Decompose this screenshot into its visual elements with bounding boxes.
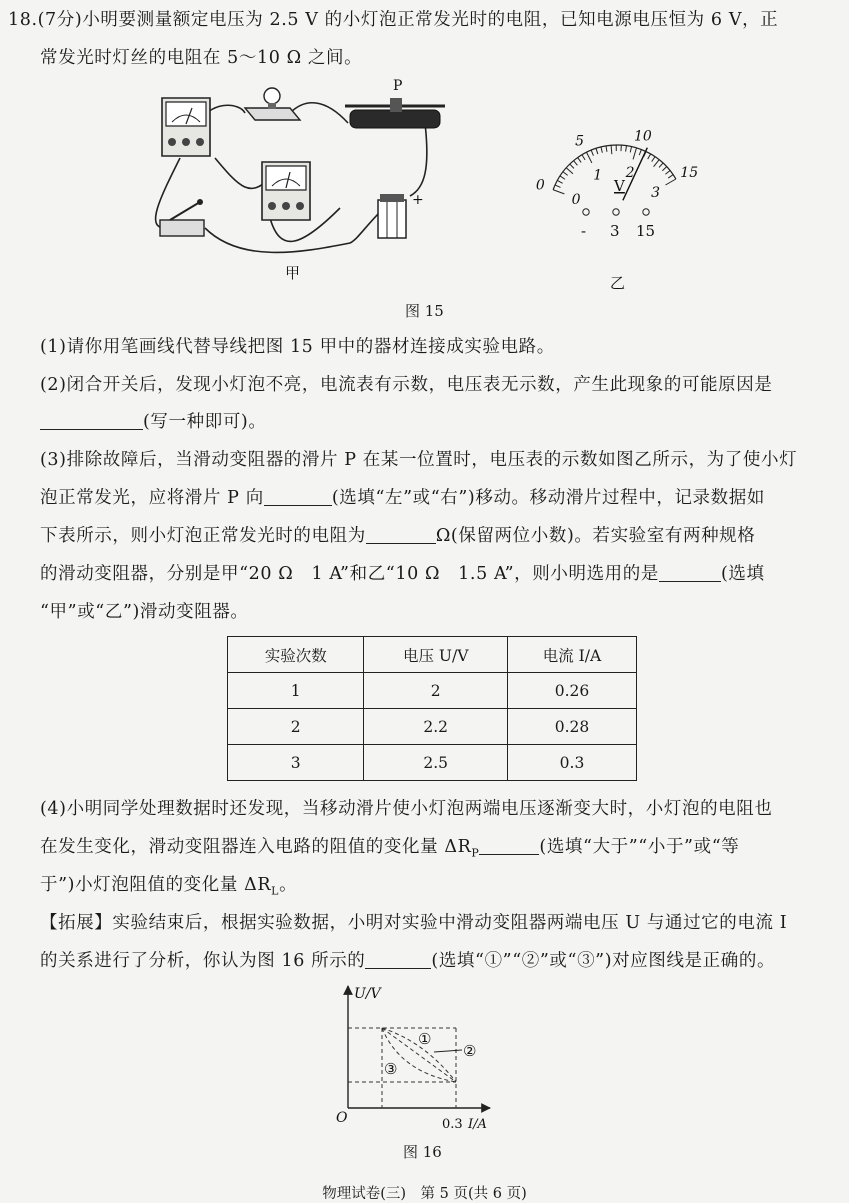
answer-blank-direction[interactable] — [264, 488, 332, 507]
dial-unit: V — [613, 177, 626, 195]
answer-blank-part2[interactable] — [40, 412, 143, 431]
figure-16 — [330, 982, 510, 1134]
dial-tick — [570, 164, 574, 168]
dial-tick — [553, 190, 564, 194]
part2-line-2: (写一种即可)。 — [40, 408, 266, 433]
part4-line-2: 在发生变化，滑动变阻器连入电路的阻值的变化量 $\Delta R_P$ (选填“大于”“小于”或“等 — [40, 833, 739, 860]
table-cell: 0.28 — [507, 709, 636, 745]
dial-tick — [659, 163, 663, 167]
part3-line-3: 下表所示，则小灯泡正常发光时的电阻为 Ω(保留两位小数)。若实验室有两种规格 — [40, 522, 755, 547]
table-cell: 3 — [228, 745, 364, 781]
question-line-2: 常发光时灯丝的电阻在 5～10 Ω 之间。 — [40, 44, 362, 69]
extension-line-1: 【拓展】实验结束后，根据实验数据，小明对实验中滑动变阻器两端电压 U 与通过它的电流 I — [40, 909, 787, 934]
dial-top-tick-label: 0 — [536, 178, 545, 194]
dial-bottom-tick-label: 0 — [572, 192, 581, 208]
table-row — [228, 673, 637, 709]
part4-line-1: (4)小明同学处理数据时还发现，当移动滑片使小灯泡两端电压逐渐变大时，小灯泡的电阻也 — [40, 795, 773, 820]
table-header: 实验次数 — [228, 637, 364, 673]
part4-line-3: 于”)小灯泡阻值的变化量 $\Delta R_L$。 — [40, 871, 297, 898]
answer-blank-graph[interactable] — [365, 951, 431, 970]
table-row — [228, 709, 637, 745]
dial-tick — [578, 158, 581, 163]
terminal-minus: - — [581, 222, 586, 240]
dial-top-tick-label: 5 — [575, 134, 584, 150]
dial-tick — [563, 172, 568, 176]
lamp-bulb — [245, 88, 300, 120]
table-cell: 2.2 — [364, 709, 508, 745]
figure-15-caption: 图 15 — [405, 300, 444, 321]
voltmeter-device — [262, 162, 310, 220]
terminal-3: 3 — [610, 222, 620, 240]
answer-blank-delta[interactable] — [479, 837, 539, 856]
dial-tick — [591, 150, 593, 156]
dial-tick — [652, 157, 655, 162]
figure-15 — [140, 78, 740, 293]
table-header-row — [228, 637, 637, 673]
table-cell: 0.3 — [507, 745, 636, 781]
x-axis-label: I/A — [467, 1117, 487, 1132]
dial-tick — [626, 146, 627, 152]
rheostat — [345, 78, 445, 128]
label-plus: + — [412, 192, 424, 208]
part2-line-1: (2)闭合开关后，发现小灯泡不亮，电流表有示数，电压表无示数，产生此现象的可能原因是 — [40, 371, 773, 396]
label-P: P — [393, 78, 402, 94]
table-header: 电流 I/A — [507, 637, 636, 673]
part3-line-2: 泡正常发光，应将滑片 P 向 (选填“左”或“右”)移动。移动滑片过程中，记录数据如 — [40, 484, 765, 509]
y-axis-label: U/V — [354, 986, 383, 1002]
dial-bottom-tick-label: 2 — [625, 165, 635, 181]
ammeter — [162, 98, 210, 156]
x-tick-label: 0.3 — [442, 1117, 463, 1132]
dial-tick — [654, 160, 660, 167]
dial-tick — [611, 145, 612, 154]
voltmeter-dial — [536, 128, 698, 208]
table-cell: 1 — [228, 673, 364, 709]
extension-line-2: 的关系进行了分析，你认为图 16 所示的 (选填“①”“②”或“③”)对应图线是正确的。 — [40, 947, 775, 972]
dial-tick — [560, 176, 565, 179]
part3-line-4: 的滑动变阻器，分别是甲“20 Ω 1 A”和乙“10 Ω 1.5 A”，则小明选用的是 (选填 — [40, 560, 765, 585]
dial-top-tick-label: 15 — [680, 165, 698, 181]
dial-tick — [630, 147, 631, 153]
terminal-15: 15 — [636, 222, 655, 240]
table-cell: 2 — [228, 709, 364, 745]
curve-label-2: ② — [463, 1042, 476, 1060]
battery-pack — [378, 192, 424, 238]
part1-line: (1)请你用笔画线代替导线把图 15 甲中的器材连接成实验电路。 — [40, 333, 555, 358]
dial-tick — [648, 154, 651, 159]
label-jia: 甲 — [285, 264, 300, 282]
dial-tick — [665, 171, 670, 175]
curve-label-3: ③ — [384, 1060, 397, 1078]
table-header: 电压 U/V — [364, 637, 508, 673]
dial-tick — [566, 168, 573, 174]
part3-line-1: (3)排除故障后，当滑动变阻器的滑片 P 在某一位置时，电压表的示数如图乙所示，为了使小灯 — [40, 446, 797, 471]
label-yi: 乙 — [610, 274, 625, 292]
question-line-1: 18.(7分)小明要测量额定电压为 2.5 V 的小灯泡正常发光时的电阻，已知电源电压恒为 6 V，正 — [8, 6, 778, 31]
terminals — [581, 209, 655, 240]
dial-tick — [606, 146, 607, 152]
data-table — [227, 636, 637, 781]
dial-tick — [633, 148, 636, 159]
dial-tick — [662, 167, 666, 171]
dial-tick — [555, 185, 560, 187]
dial-tick — [557, 180, 562, 183]
dial-bottom-tick-label: 3 — [651, 185, 660, 201]
dial-tick — [639, 150, 641, 156]
figure-16-caption: 图 16 — [403, 1141, 442, 1162]
dial-tick — [601, 147, 602, 153]
dial-tick — [586, 152, 591, 163]
table-row — [228, 745, 637, 781]
curve-label-1: ① — [418, 1030, 431, 1048]
table-cell: 2 — [364, 673, 508, 709]
answer-blank-rheostat[interactable] — [659, 564, 721, 583]
origin-label: O — [336, 1110, 348, 1126]
dial-top-tick-label: 10 — [634, 128, 652, 144]
page-footer: 物理试卷(三) 第 5 页(共 6 页) — [0, 1182, 849, 1203]
table-cell: 0.26 — [507, 673, 636, 709]
dial-tick — [582, 155, 585, 160]
dial-tick — [574, 161, 578, 166]
table-cell: 2.5 — [364, 745, 508, 781]
answer-blank-resistance[interactable] — [366, 526, 436, 545]
dial-tick — [665, 179, 675, 185]
switch — [160, 199, 204, 236]
part3-line-5: “甲”或“乙”)滑动变阻器。 — [40, 598, 249, 623]
dial-bottom-tick-label: 1 — [593, 168, 602, 184]
dial-tick — [668, 175, 673, 178]
dial-tick — [596, 148, 598, 154]
